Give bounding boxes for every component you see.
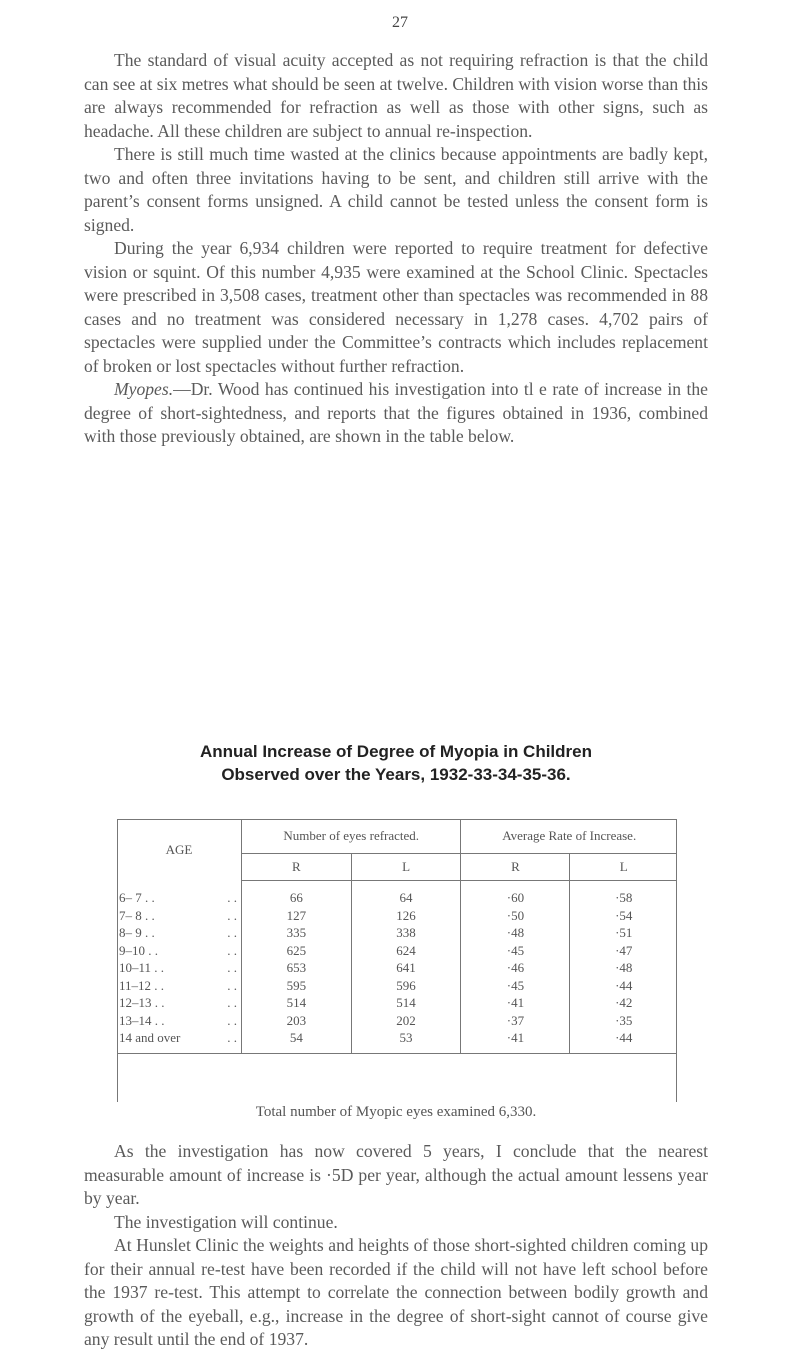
leader-dots: . . [227, 1030, 237, 1046]
eyes-l-cell: 596 [351, 977, 461, 995]
rate-r-cell: ·45 [461, 942, 570, 960]
leader-dots: . . [227, 925, 237, 941]
age-cell [117, 942, 242, 960]
rate-r-cell: ·48 [461, 924, 570, 942]
rate-l-cell: ·48 [570, 959, 677, 977]
rate-r-cell: ·41 [461, 1029, 570, 1053]
age-range: 14 and over [119, 1030, 181, 1046]
rate-l-cell: ·44 [570, 1029, 677, 1053]
rate-r-cell: ·41 [461, 994, 570, 1012]
paragraph-appointments: There is still much time wasted at the clinics because appointments are badly kept, two and often three invitations having to be sent, and children still arrive with the parent’s consent forms unsigned. A child cannot be tested unless the consent form is signed. [84, 144, 708, 235]
age-range: 11–12 . . [119, 977, 165, 993]
sub-header-l: L [570, 854, 677, 881]
age-cell [117, 881, 242, 907]
body-text-bottom [84, 1140, 708, 1352]
rate-l-cell: ·44 [570, 977, 677, 995]
age-cell [117, 907, 242, 925]
age-range: 12–13 . . [119, 995, 165, 1011]
sub-header-r: R [461, 854, 570, 881]
rate-r-cell: ·46 [461, 959, 570, 977]
age-range: 9–10 . . [119, 942, 158, 958]
table-row [117, 1012, 677, 1030]
age-cell [117, 959, 242, 977]
eyes-refracted-header: Number of eyes refracted. [283, 828, 420, 843]
leader-dots: . . [227, 907, 237, 923]
sub-header-l: L [351, 854, 461, 881]
paragraph-myopes [84, 378, 708, 449]
table-row [117, 977, 677, 995]
eyes-l-cell: 126 [351, 907, 461, 925]
table-row [117, 924, 677, 942]
page-number: 27 [392, 14, 408, 31]
myopia-table [117, 819, 677, 1054]
rate-r-cell: ·45 [461, 977, 570, 995]
eyes-r-cell: 66 [289, 890, 303, 906]
age-range: 6– 7 . . [119, 890, 155, 905]
table-caption: Total number of Myopic eyes examined 6,330. [255, 1104, 537, 1120]
average-rate-header: Average Rate of Increase. [461, 819, 677, 854]
age-range: 8– 9 . . [119, 925, 155, 941]
age-cell [117, 994, 242, 1012]
table-heading [84, 740, 708, 786]
age-range: 13–14 . . [119, 1012, 165, 1028]
age-header: AGE [117, 819, 242, 881]
age-range: 10–11 . . [119, 960, 165, 976]
age-cell [117, 977, 242, 995]
table-row [117, 1029, 677, 1053]
rate-l-cell: ·47 [570, 942, 677, 960]
body-text-top [84, 49, 708, 449]
leader-dots: . . [227, 960, 237, 976]
table-row [117, 959, 677, 977]
rate-r-cell: ·60 [461, 881, 570, 907]
table-row [117, 942, 677, 960]
eyes-l-cell: 53 [351, 1029, 461, 1053]
paragraph-hunslet: At Hunslet Clinic the weights and heights of those short-sighted children coming up for their annual re-test have been recorded if the child will not have left school before the 1937 re-test. This attempt to correlate the connection between bodily growth and growth of the eyeball, e.g., increase in the degree of short-sight cannot of course give any result until the end of 1937. [84, 1235, 708, 1349]
eyes-r-cell: 514 [286, 995, 307, 1011]
eyes-r-cell: 625 [286, 942, 307, 958]
leader-dots: . . [227, 942, 237, 958]
eyes-l-cell: 641 [351, 959, 461, 977]
rate-l-cell: ·58 [570, 881, 677, 907]
paragraph-visual-acuity: The standard of visual acuity accepted as not requiring refraction is that the child can see at six metres what should be seen at twelve. Children with vision worse than this are always recommended for refraction as well as those with other signs, such as headache. All these children are subject to annual re-inspection. [84, 50, 708, 141]
paragraph-conclusion: As the investigation has now covered 5 years, I conclude that the nearest measurable amount of increase is ·5D per year, although the actual amount lessens year by year. [84, 1141, 708, 1208]
eyes-l-cell: 624 [351, 942, 461, 960]
table-heading-line-1: Annual Increase of Degree of Myopia in Children [199, 742, 592, 761]
paragraph-continue: The investigation will continue. [114, 1211, 338, 1232]
eyes-l-cell: 514 [351, 994, 461, 1012]
table-heading-line-2: Observed over the Years, 1932-33-34-35-36. [221, 765, 571, 784]
table-row [117, 881, 677, 907]
eyes-r-cell: 595 [286, 977, 307, 993]
table-body [117, 881, 677, 1054]
rate-l-cell: ·42 [570, 994, 677, 1012]
eyes-r-cell: 335 [286, 925, 307, 941]
myopes-text: —Dr. Wood has continued his investigation into tl e rate of increase in the degree of short-sightedness, and reports that the figures obtained in 1936, combined with those previously obtained, are shown in the table below. [84, 379, 708, 446]
table-row [117, 994, 677, 1012]
age-cell [117, 1029, 242, 1053]
leader-dots: . . [227, 1012, 237, 1028]
eyes-l-cell: 64 [351, 881, 461, 907]
eyes-r-cell: 203 [286, 1012, 307, 1028]
eyes-r-cell: 54 [242, 1029, 352, 1053]
leader-dots: . . [227, 995, 237, 1011]
myopes-label: Myopes. [114, 379, 174, 399]
rate-r-cell: ·37 [461, 1012, 570, 1030]
sub-header-r: R [242, 854, 352, 881]
eyes-r-cell: 127 [286, 907, 307, 923]
leader-dots: . . [227, 890, 237, 905]
rate-l-cell: ·35 [570, 1012, 677, 1030]
rate-l-cell: ·51 [570, 924, 677, 942]
table-row [117, 907, 677, 925]
rate-r-cell: ·50 [461, 907, 570, 925]
paragraph-defective-vision: During the year 6,934 children were reported to require treatment for defective vision or squint. Of this number 4,935 were examined at the School Clinic. Spectacles were prescribed in 3,508 cases, treatment other than spectacles was recommended in 88 cases and no treatment was considered necessary in 1,278 cases. 4,702 pairs of spectacles were supplied under the Committee’s contracts which includes replacement of broken or lost spectacles without further refraction. [84, 238, 708, 376]
eyes-r-cell: 653 [286, 960, 307, 976]
eyes-l-cell: 202 [351, 1012, 461, 1030]
age-cell [117, 1012, 242, 1030]
age-range: 7– 8 . . [119, 907, 155, 923]
leader-dots: . . [227, 977, 237, 993]
age-cell [117, 924, 242, 942]
rate-l-cell: ·54 [570, 907, 677, 925]
eyes-l-cell: 338 [351, 924, 461, 942]
